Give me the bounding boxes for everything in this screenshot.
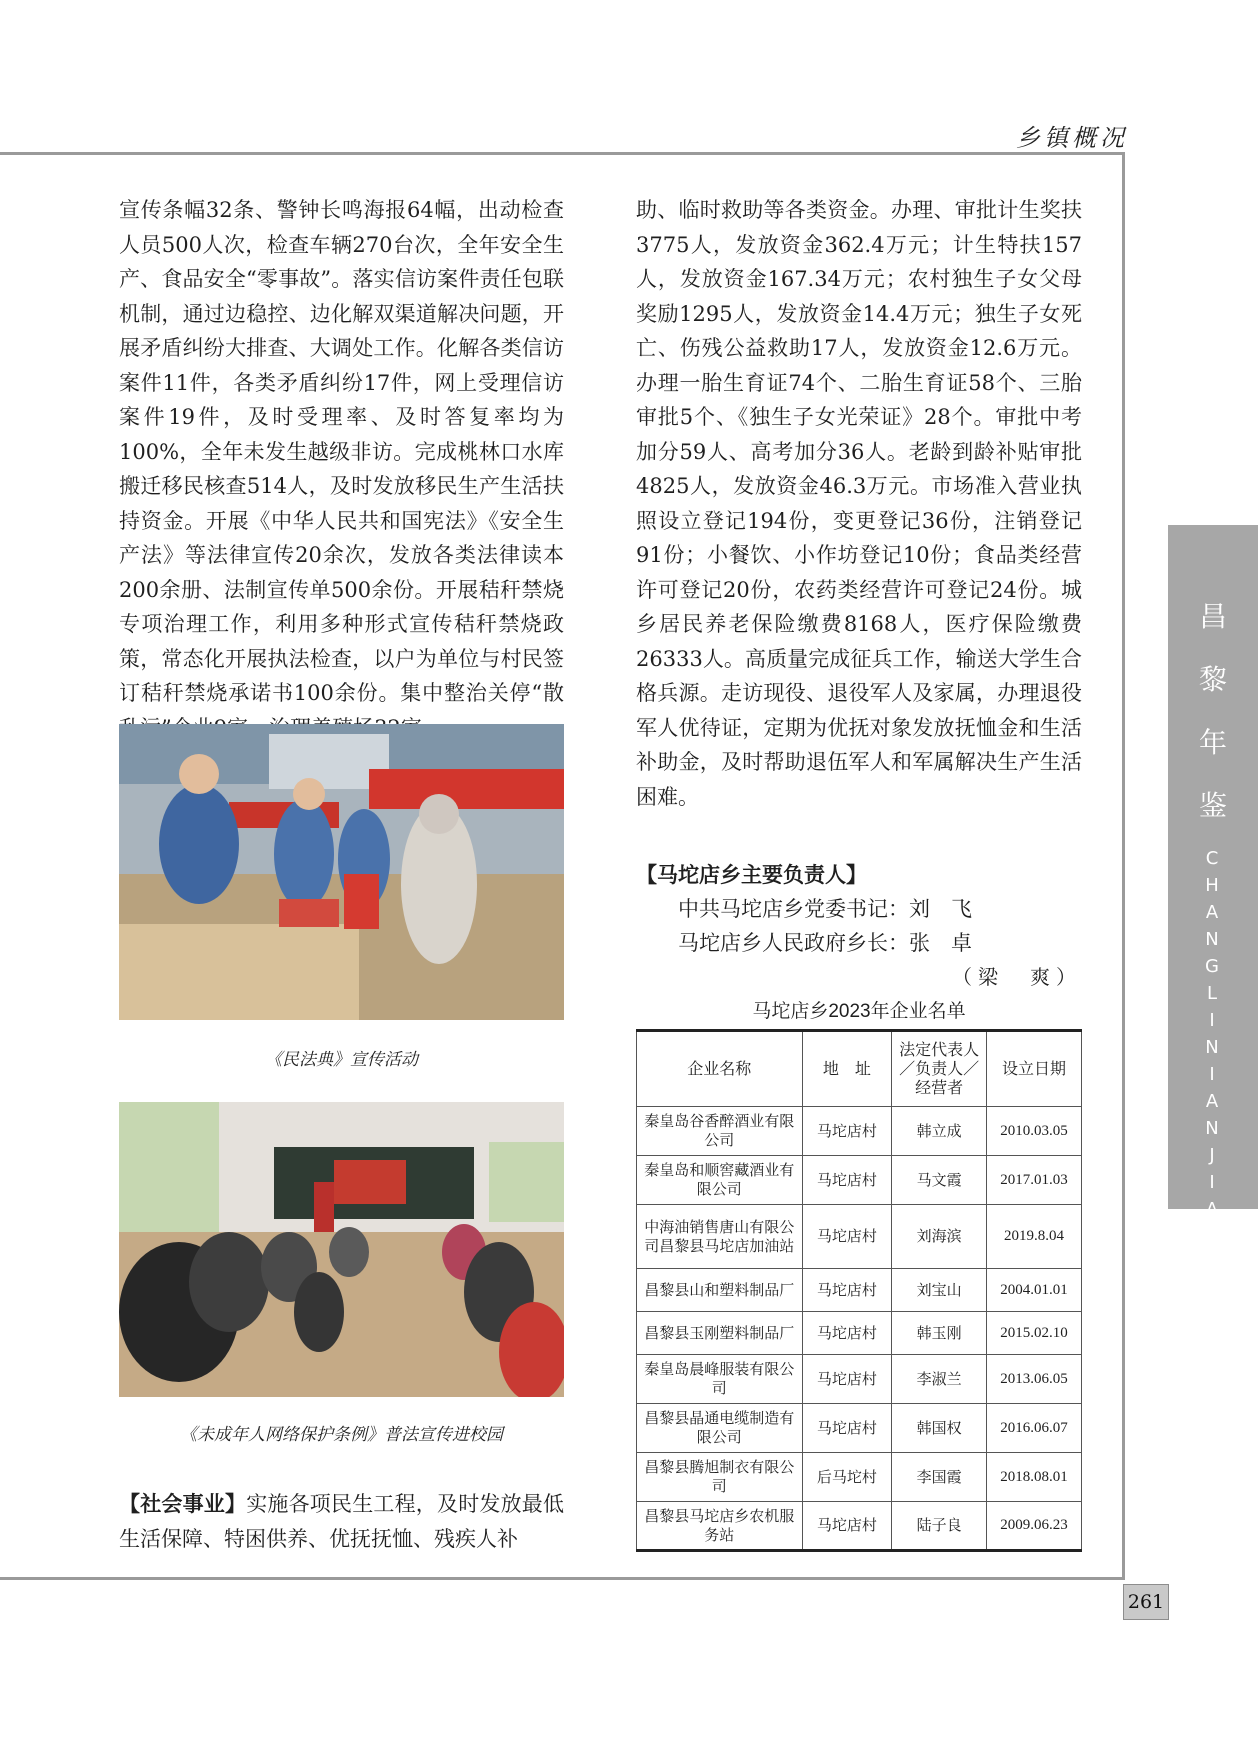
side-letter: I bbox=[1209, 1010, 1217, 1031]
enterprise-date: 2018.08.01 bbox=[987, 1453, 1082, 1502]
table-row bbox=[637, 1404, 1082, 1453]
enterprise-table bbox=[636, 1029, 1082, 1552]
enterprise-representative: 韩国权 bbox=[892, 1404, 987, 1453]
enterprise-address: 马坨店村 bbox=[802, 1355, 892, 1404]
side-letter: N bbox=[1205, 1226, 1221, 1247]
enterprise-name: 秦皇岛和顺窖藏酒业有限公司 bbox=[637, 1156, 803, 1205]
table-row bbox=[637, 1502, 1082, 1551]
enterprise-name: 昌黎县玉刚塑料制品厂 bbox=[637, 1312, 803, 1355]
table-row bbox=[637, 1205, 1082, 1269]
section-title: 乡镇概况 bbox=[1016, 124, 1128, 152]
side-tab bbox=[1168, 525, 1258, 1247]
enterprise-representative: 李国霞 bbox=[892, 1453, 987, 1502]
table-row bbox=[637, 1312, 1082, 1355]
side-letter: A bbox=[1205, 1199, 1221, 1220]
enterprise-representative: 马文霞 bbox=[892, 1156, 987, 1205]
enterprise-name: 中海油销售唐山有限公司昌黎县马坨店加油站 bbox=[637, 1205, 803, 1269]
enterprise-name: 秦皇岛晨峰服装有限公司 bbox=[637, 1355, 803, 1404]
leaders-title: 【马坨店乡主要负责人】 bbox=[636, 862, 867, 887]
side-tab-en bbox=[1168, 845, 1258, 1250]
left-column bbox=[119, 193, 564, 745]
side-char: 年 bbox=[1198, 726, 1227, 759]
side-char: 昌 bbox=[1198, 600, 1227, 633]
enterprise-name: 昌黎县马坨店乡农机服务站 bbox=[637, 1502, 803, 1551]
table-header-row bbox=[637, 1031, 1082, 1107]
enterprise-representative: 陆子良 bbox=[892, 1502, 987, 1551]
enterprise-representative: 刘海滨 bbox=[892, 1205, 987, 1269]
enterprise-date: 2009.06.23 bbox=[987, 1502, 1082, 1551]
table-row bbox=[637, 1107, 1082, 1156]
leader-row: 马坨店乡人民政府乡长：张 卓 bbox=[678, 931, 972, 955]
side-letter: J bbox=[1209, 1145, 1217, 1166]
enterprise-date: 2019.8.04 bbox=[987, 1205, 1082, 1269]
enterprise-name: 昌黎县山和塑料制品厂 bbox=[637, 1269, 803, 1312]
side-char: 鉴 bbox=[1198, 789, 1227, 822]
body-paragraph: 宣传条幅32条、警钟长鸣海报64幅，出动检查人员500人次，检查车辆270台次，全年安全生产、食品安全“零事故”。落实信访案件责任包联机制，通过边稳控、边化解双渠道解决问题，开展矛盾纠纷大排查、大调处工作。化解各类信访案件11件，各类矛盾纠纷17件，网上受理信访案件19件，及时受理率、及时答复率均为100%，全年未发生越级非访。完成桃林口水库搬迁移民核查514人，及时发放移民生产生活扶持资金。开展《中华人民共和国宪法》《安全生产法》等法律宣传20余次，发放各类法律读本200余册、法制宣传单500余份。开展秸秆禁烧专项治理工作，利用多种形式宣传秸秆禁烧政策，常态化开展执法检查，以户为单位与村民签订秸秆禁烧承诺书100余份。集中整治关停“散 bbox=[119, 198, 564, 705]
table-row bbox=[637, 1355, 1082, 1404]
side-letter: C bbox=[1205, 848, 1221, 869]
side-letter: N bbox=[1205, 1037, 1221, 1058]
enterprise-representative: 刘宝山 bbox=[892, 1269, 987, 1312]
table-row bbox=[637, 1156, 1082, 1205]
side-letter: N bbox=[1205, 1118, 1221, 1139]
enterprise-address: 马坨店村 bbox=[802, 1502, 892, 1551]
side-letter: A bbox=[1205, 902, 1221, 923]
right-rule bbox=[1122, 152, 1125, 1580]
enterprise-address: 后马坨村 bbox=[802, 1453, 892, 1502]
enterprise-address: 马坨店村 bbox=[802, 1156, 892, 1205]
enterprise-date: 2004.01.01 bbox=[987, 1269, 1082, 1312]
enterprise-address: 马坨店村 bbox=[802, 1205, 892, 1269]
enterprise-address: 马坨店村 bbox=[802, 1269, 892, 1312]
column-header: 法定代表人／负责人／经营者 bbox=[892, 1031, 987, 1107]
enterprise-name: 昌黎县晶通电缆制造有限公司 bbox=[637, 1404, 803, 1453]
table-row bbox=[637, 1453, 1082, 1502]
social-text: 实施各项民生工程，及时发放最低生活保障、特困供养、优抚抚恤、残疾人补 bbox=[119, 1492, 565, 1551]
right-column bbox=[636, 193, 1082, 814]
enterprise-name: 昌黎县腾旭制衣有限公司 bbox=[637, 1453, 803, 1502]
social-heading: 【社会事业】 bbox=[119, 1491, 247, 1516]
table-title: 马坨店乡2023年企业名单 bbox=[752, 1001, 966, 1022]
side-letter: H bbox=[1205, 875, 1221, 896]
page-number: 261 bbox=[1123, 1584, 1169, 1620]
photo-school-law-campaign bbox=[119, 1102, 564, 1397]
enterprise-date: 2010.03.05 bbox=[987, 1107, 1082, 1156]
enterprise-representative: 韩立成 bbox=[892, 1107, 987, 1156]
enterprise-date: 2016.06.07 bbox=[987, 1404, 1082, 1453]
top-rule bbox=[0, 152, 1125, 155]
side-letter: A bbox=[1205, 1091, 1221, 1112]
column-header: 地 址 bbox=[802, 1031, 892, 1107]
leader-row: 中共马坨店乡党委书记：刘 飞 bbox=[678, 897, 972, 921]
enterprise-address: 马坨店村 bbox=[802, 1312, 892, 1355]
side-letter: N bbox=[1205, 929, 1221, 950]
photo-caption: 《民法典》宣传活动 bbox=[265, 1050, 418, 1070]
social-affairs-paragraph bbox=[119, 1487, 564, 1556]
enterprise-address: 马坨店村 bbox=[802, 1107, 892, 1156]
author: （梁 爽） bbox=[952, 965, 1082, 989]
bottom-rule bbox=[0, 1577, 1125, 1580]
body-paragraph: 助、临时救助等各类资金。办理、审批计生奖扶3775人，发放资金362.4万元；计生特扶157人，发放资金167.34万元；农村独生子女父母奖励1295人，发放资金14.4万元；独生子女死亡、伤残公益救助17人，发放资金12.6万元。办理一胎生育证74个、二胎生育证58个、三胎审批5个、《独生子女光荣证》28个。审批中考加分59人、高考加分36人。老龄到龄补贴审批4825人，发放资金46.3万元。市场准入营业执照设立登记194份，变更登记36份，注销登记91份；小餐饮、小作坊登记10份；食品类经营许可登记20份，农药类经营许可登记24份。城乡居民养老保险缴费8168人，医疗保险缴费26333人。高质量完成征兵工作，输送大学生合格兵源。走访现役、退役军人及家属，办理退役军人优待证，定期为优抚对象发放抚恤金和生活补助金，及时帮助退伍军人和军属解决生产生活困难。 bbox=[636, 198, 1082, 809]
enterprise-representative: 李淑兰 bbox=[892, 1355, 987, 1404]
side-tab-cn bbox=[1168, 585, 1258, 837]
enterprise-date: 2013.06.05 bbox=[987, 1355, 1082, 1404]
column-header: 设立日期 bbox=[987, 1031, 1082, 1107]
side-letter: I bbox=[1209, 1172, 1217, 1193]
enterprise-date: 2017.01.03 bbox=[987, 1156, 1082, 1205]
leaders-section bbox=[636, 858, 1082, 960]
enterprise-address: 马坨店村 bbox=[802, 1404, 892, 1453]
enterprise-name: 秦皇岛谷香醉酒业有限公司 bbox=[637, 1107, 803, 1156]
enterprise-date: 2015.02.10 bbox=[987, 1312, 1082, 1355]
photo-civil-code-campaign bbox=[119, 724, 564, 1020]
side-letter: I bbox=[1209, 1064, 1217, 1085]
column-header: 企业名称 bbox=[637, 1031, 803, 1107]
enterprise-representative: 韩玉刚 bbox=[892, 1312, 987, 1355]
table-row bbox=[637, 1269, 1082, 1312]
side-char: 黎 bbox=[1198, 663, 1227, 696]
side-letter: L bbox=[1206, 983, 1220, 1004]
side-letter: G bbox=[1205, 956, 1221, 977]
photo-caption: 《未成年人网络保护条例》普法宣传进校园 bbox=[180, 1425, 503, 1445]
